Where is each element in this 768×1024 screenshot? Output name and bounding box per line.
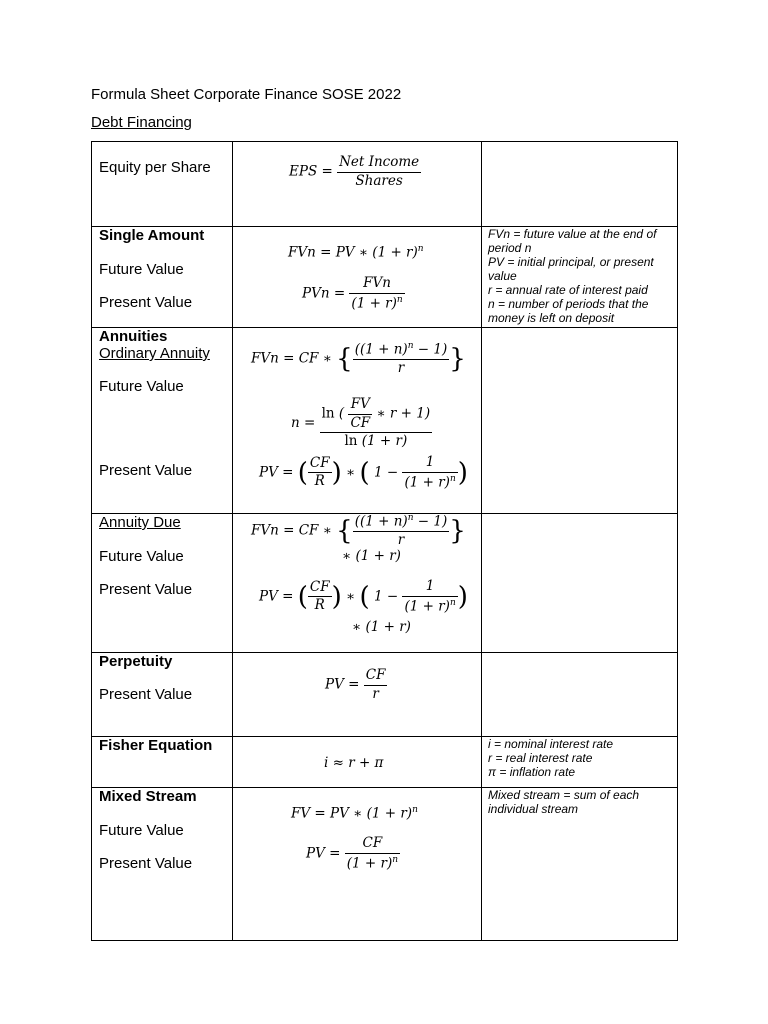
notes — [488, 227, 674, 325]
formula-cell — [233, 142, 482, 227]
annuity-pv-formula: PV = ( $\frac{CF}{R}$ ) ∗ ( 1 − $\frac{1}{(1 + r)^n}$ ) — [259, 454, 468, 490]
row-heading: Mixed Stream — [99, 788, 197, 805]
label-cell — [92, 142, 233, 227]
annuity-n-formula: n = ln ( $\frac{FV}{CF}$ ∗ r + 1) ln (1 + r) — [291, 396, 431, 449]
row-heading: Fisher Equation — [99, 737, 213, 754]
annuity-fv-formula: FVn = CF ∗ { $\frac{((1 + n)^n - 1)}{r}$ } — [251, 341, 466, 376]
note: r = annual rate of interest paid — [488, 283, 648, 297]
note: Mixed stream = sum of each individual stream — [488, 788, 640, 816]
subheading: Annuity Due — [99, 514, 181, 531]
row-label: Equity per Share — [99, 159, 211, 176]
formula-table — [91, 141, 678, 941]
annuity-due-fv-factor: ∗ (1 + r) — [342, 548, 401, 564]
notes-cell — [482, 142, 678, 227]
note: r = real interest rate — [488, 751, 593, 765]
document-title: Formula Sheet Corporate Finance SOSE 2022 — [91, 86, 402, 103]
fisher-formula: i ≈ r + π — [324, 755, 384, 771]
present-value-label: Present Value — [99, 855, 193, 872]
notes-cell — [482, 653, 678, 737]
future-value-label: Future Value — [99, 378, 184, 395]
eps-formula: EPS = $\frac{\text{Net Income}}{\text{Shares}}$ — [289, 154, 420, 189]
notes-cell — [482, 328, 678, 514]
note: PV = initial principal, or present value — [488, 255, 654, 283]
annuity-due-pv-factor: ∗ (1 + r) — [352, 619, 411, 635]
label-cell — [92, 227, 233, 328]
future-value-label: Future Value — [99, 261, 184, 278]
present-value-label: Present Value — [99, 686, 193, 703]
present-value-label: Present Value — [99, 294, 193, 311]
notes — [488, 788, 674, 816]
formula-cell — [233, 653, 482, 737]
mixed-pv-formula: PV = $\frac{CF}{(1 + r)^n}$ — [306, 835, 399, 871]
note: π = inflation rate — [488, 765, 576, 779]
row-annuity-due — [92, 514, 678, 653]
row-mixed-stream — [92, 788, 678, 941]
mixed-fv-formula: FV = PV ∗ $(1 + r)^n$ — [291, 805, 418, 822]
row-heading: Single Amount — [99, 227, 205, 244]
future-value-label: Future Value — [99, 548, 184, 565]
notes-cell — [482, 227, 678, 328]
row-fisher-equation — [92, 737, 678, 788]
row-perpetuity — [92, 653, 678, 737]
label-cell — [92, 328, 233, 514]
future-value-label: Future Value — [99, 822, 184, 839]
row-heading: Perpetuity — [99, 653, 173, 670]
row-equity-per-share — [92, 142, 678, 227]
label-cell — [92, 737, 233, 788]
notes — [488, 737, 674, 779]
present-value-label: Present Value — [99, 462, 193, 479]
formula-cell — [233, 788, 482, 941]
row-single-amount — [92, 227, 678, 328]
note: i = nominal interest rate — [488, 737, 614, 751]
formula-cell — [233, 227, 482, 328]
section-title: Debt Financing — [91, 114, 192, 131]
note: n = number of periods that the money is left on deposit — [488, 297, 649, 325]
formula-cell — [233, 737, 482, 788]
label-cell — [92, 788, 233, 941]
note: FVn = future value at the end of period n — [488, 227, 657, 255]
notes-cell — [482, 788, 678, 941]
label-cell — [92, 514, 233, 653]
notes-cell — [482, 514, 678, 653]
perpetuity-pv-formula: PV = $\frac{CF}{r}$ — [325, 667, 386, 702]
annuity-due-fv-formula: FVn = CF ∗ { $\frac{((1 + n)^n - 1)}{r}$ } — [251, 513, 466, 548]
formula-cell — [233, 328, 482, 514]
row-ordinary-annuity — [92, 328, 678, 514]
subheading: Ordinary Annuity — [99, 345, 210, 362]
present-value-label: Present Value — [99, 581, 193, 598]
formula-cell — [233, 514, 482, 653]
single-pv-formula: PVn = $\frac{\text{FVn}}{(1 + r)^n}$ — [302, 275, 403, 311]
row-heading: Annuities — [99, 328, 168, 345]
notes-cell — [482, 737, 678, 788]
single-fv-formula: FVn = PV ∗ $(1 + r)^n$ — [288, 244, 424, 261]
annuity-due-pv-formula: PV = ( $\frac{CF}{R}$ ) ∗ ( 1 − $\frac{1}{(1 + r)^n}$ ) — [259, 578, 468, 614]
label-cell — [92, 653, 233, 737]
